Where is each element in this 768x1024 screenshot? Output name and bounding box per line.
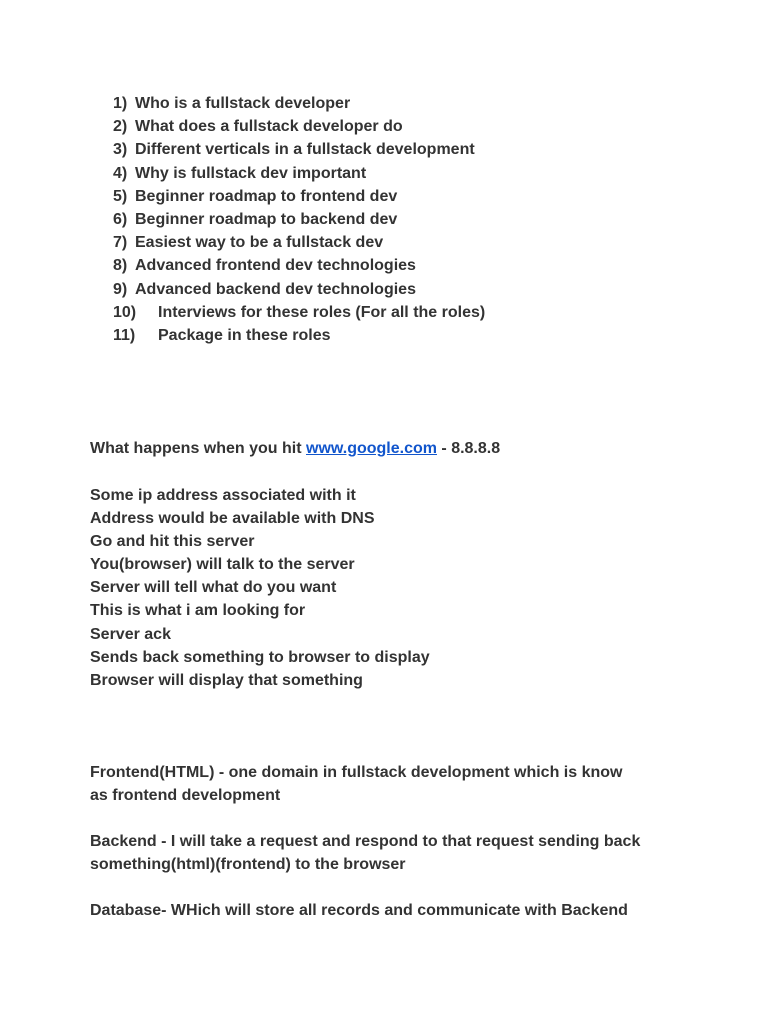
backend-line-2: something(html)(frontend) to the browser: [90, 856, 406, 874]
step-line: Browser will display that something: [90, 671, 363, 689]
question-prefix: What happens when you hit: [90, 440, 306, 457]
backend-paragraph: [90, 830, 640, 876]
list-number: 10): [113, 303, 137, 321]
list-number: 1): [113, 95, 128, 112]
list-text: Package in these roles: [158, 326, 331, 344]
topics-list: [113, 92, 485, 347]
list-number: 8): [113, 257, 128, 275]
step-line: This is what i am looking for: [90, 602, 306, 620]
list-item: [113, 231, 485, 254]
list-number: 2): [113, 118, 128, 136]
list-text: Advanced frontend dev technologies: [135, 257, 416, 275]
list-text: Why is fullstack dev important: [135, 164, 367, 182]
list-item: [113, 115, 485, 138]
steps-block: [90, 484, 430, 692]
list-item: [113, 324, 485, 347]
step-line: You(browser) will talk to the server: [90, 556, 355, 574]
list-text: Different verticals in a fullstack development: [135, 141, 475, 159]
list-item: [113, 138, 485, 161]
list-item: [113, 92, 485, 115]
backend-line-1: Backend - I will take a request and respond to that request sending back: [90, 833, 641, 850]
list-item: [113, 254, 485, 277]
question-suffix: - 8.8.8.8: [436, 440, 501, 457]
list-item: [113, 162, 485, 185]
google-link[interactable]: www.google.com: [306, 440, 437, 457]
list-number: 11): [113, 326, 136, 344]
list-number: 3): [113, 141, 128, 159]
question-line: [90, 437, 500, 460]
list-number: 5): [113, 187, 128, 205]
list-item: [113, 185, 485, 208]
step-line: Server ack: [90, 625, 171, 643]
frontend-paragraph: [90, 761, 622, 807]
list-text: Advanced backend dev technologies: [135, 280, 416, 298]
list-item: [113, 278, 485, 301]
step-line: Some ip address associated with it: [90, 487, 356, 504]
database-paragraph: [90, 899, 628, 922]
list-number: 6): [113, 210, 128, 228]
step-line: Server will tell what do you want: [90, 579, 337, 597]
list-text: Interviews for these roles (For all the roles): [158, 303, 486, 321]
database-line-1: Database- WHich will store all records and communicate with Backend: [90, 902, 628, 919]
list-number: 4): [113, 164, 128, 182]
list-text: Beginner roadmap to frontend dev: [135, 187, 398, 205]
list-text: What does a fullstack developer do: [135, 118, 403, 136]
list-item: [113, 208, 485, 231]
frontend-line-2: as frontend development: [90, 787, 281, 805]
list-text: Beginner roadmap to backend dev: [135, 210, 398, 228]
list-number: 7): [113, 234, 128, 252]
step-line: Address would be available with DNS: [90, 510, 375, 528]
list-item: [113, 301, 485, 324]
step-line: Go and hit this server: [90, 533, 255, 551]
list-text: Easiest way to be a fullstack dev: [135, 234, 384, 252]
list-number: 9): [113, 280, 128, 298]
frontend-line-1: Frontend(HTML) - one domain in fullstack development which is know: [90, 764, 623, 781]
step-line: Sends back something to browser to display: [90, 648, 430, 666]
list-text: Who is a fullstack developer: [135, 95, 351, 112]
